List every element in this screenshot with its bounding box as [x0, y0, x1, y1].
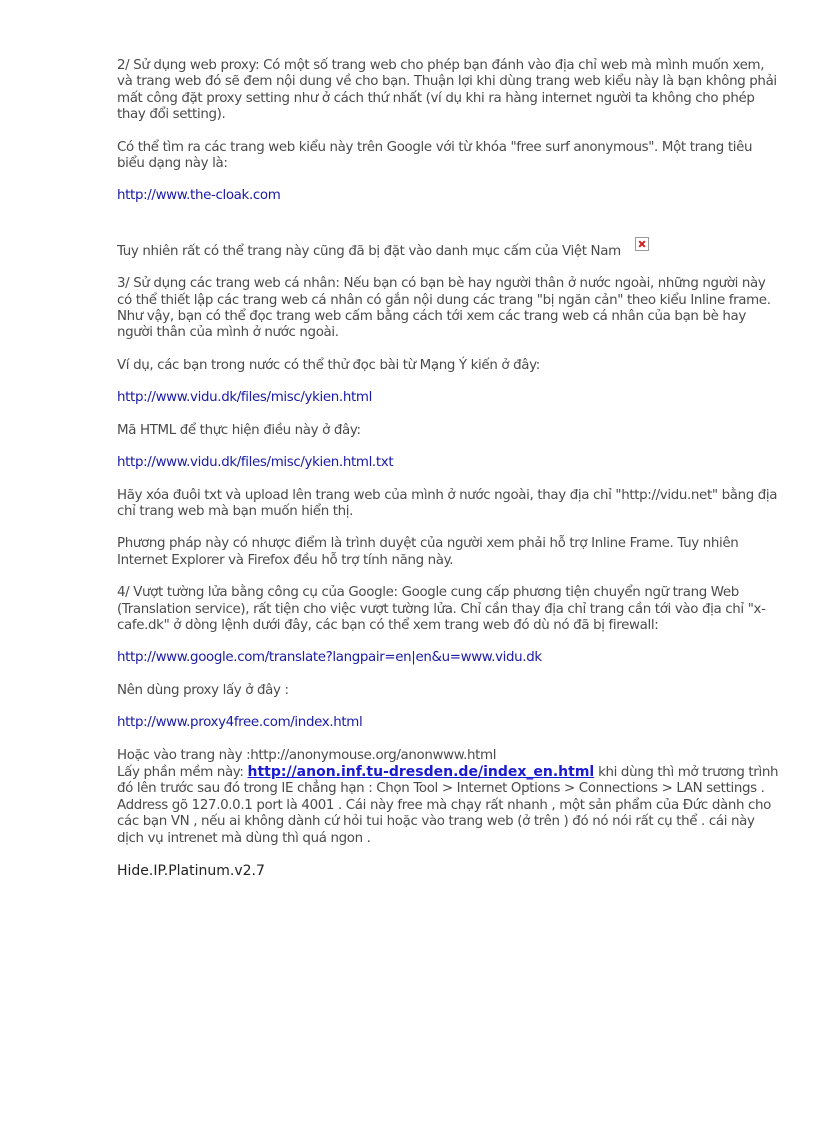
- paragraph-example: Ví dụ, các bạn trong nước có thể thử đọc bài từ Mạng Ý kiến ở đây:: [117, 357, 540, 373]
- paragraph-web-proxy: 2/ Sử dụng web proxy: Có một số trang web cho phép bạn đánh vào địa chỉ web mà mình muốn xem, và trang web đó sẽ đem nội dung về cho bạn. Thuận lợi khi dùng trang web kiểu này là bạn không phải mất công đặt proxy setting như ở cách thứ nhất (ví dụ khi ra hàng internet người ta không cho phép thay đổi setting).: [117, 58, 777, 123]
- software-instructions: khi dùng thì mở trương trình đó lên trước sau đó trong IE chẳng hạn : Chọn Tool > Internet Options > Connections > LAN settings . Address gõ 127.0.0.1 port là 4001 . Cái này free mà chạy rất nhanh , một sản phẩm của Đức dành cho các bạn VN , nếu ai không dành cứ hỏi tui hoặc vào trang web (ở trên ) đó nó nói rất cụ thể . cái này dịch vụ intrenet mà dùng thì quá ngon .: [117, 764, 779, 846]
- paragraph-anonymouse: [117, 748, 781, 847]
- paragraph-google-translate: 4/ Vượt tường lửa bằng công cụ của Google: Google cung cấp phương tiện chuyển ngữ trang Web (Translation service), rất tiện cho việc vượt tường lửa. Chỉ cần thay địa chỉ trang cần tới vào địa chỉ "x-cafe.dk" ở dòng lệnh dưới đây, các bạn có thể xem trang web đó dù nó đã bị firewall:: [117, 585, 766, 633]
- link-anon-tu-dresden[interactable]: http://anon.inf.tu-dresden.de/index_en.html: [247, 763, 595, 780]
- link-the-cloak[interactable]: http://www.the-cloak.com: [117, 188, 281, 204]
- paragraph-banned-note: [117, 237, 781, 260]
- broken-image-icon: [635, 237, 649, 251]
- banned-note-text: Tuy nhiên rất có thể trang này cũng đã bị đặt vào danh mục cấm của Việt Nam: [117, 243, 621, 259]
- paragraph-personal-sites: 3/ Sử dụng các trang web cá nhân: Nếu bạn có bạn bè hay người thân ở nước ngoài, những người này có thể thiết lập các trang web cá nhân có gắn nội dung các trang "bị ngăn cản" theo kiểu Inline frame. Như vậy, bạn có thể đọc trang web cấm bằng cách tới xem các trang web cá nhân của bạn bè hay người thân của mình ở nước ngoài.: [117, 276, 771, 341]
- paragraph-proxy-source: Nên dùng proxy lấy ở đây :: [117, 682, 289, 698]
- link-ykien-txt[interactable]: http://www.vidu.dk/files/misc/ykien.html.txt: [117, 455, 394, 471]
- paragraph-html-code: Mã HTML để thực hiện điều này ở đây:: [117, 422, 361, 438]
- paragraph-upload-instructions: Hãy xóa đuôi txt và upload lên trang web của mình ở nước ngoài, thay địa chỉ "http://vidu.net" bằng địa chỉ trang web mà bạn muốn hiển thị.: [117, 487, 778, 519]
- software-heading: Hide.IP.Platinum.v2.7: [117, 863, 265, 879]
- link-ykien-html[interactable]: http://www.vidu.dk/files/misc/ykien.html: [117, 390, 372, 406]
- paragraph-find-sites: Có thể tìm ra các trang web kiểu này trên Google với từ khóa "free surf anonymous". Một trang tiêu biểu dạng này là:: [117, 139, 753, 172]
- paragraph-inline-frame: Phương pháp này có nhược điểm là trình duyệt của người xem phải hỗ trợ Inline Frame. Tuy nhiên Internet Explorer và Firefox đều hỗ trợ tính năng này.: [117, 536, 739, 568]
- document-body: [117, 58, 781, 879]
- anonymouse-line: Hoặc vào trang này :http://anonymouse.org/anonwww.html: [117, 747, 497, 763]
- software-prefix: Lấy phần mềm này:: [117, 764, 248, 780]
- link-proxy4free[interactable]: http://www.proxy4free.com/index.html: [117, 715, 363, 731]
- link-google-translate[interactable]: http://www.google.com/translate?langpair=en|en&u=www.vidu.dk: [117, 650, 542, 666]
